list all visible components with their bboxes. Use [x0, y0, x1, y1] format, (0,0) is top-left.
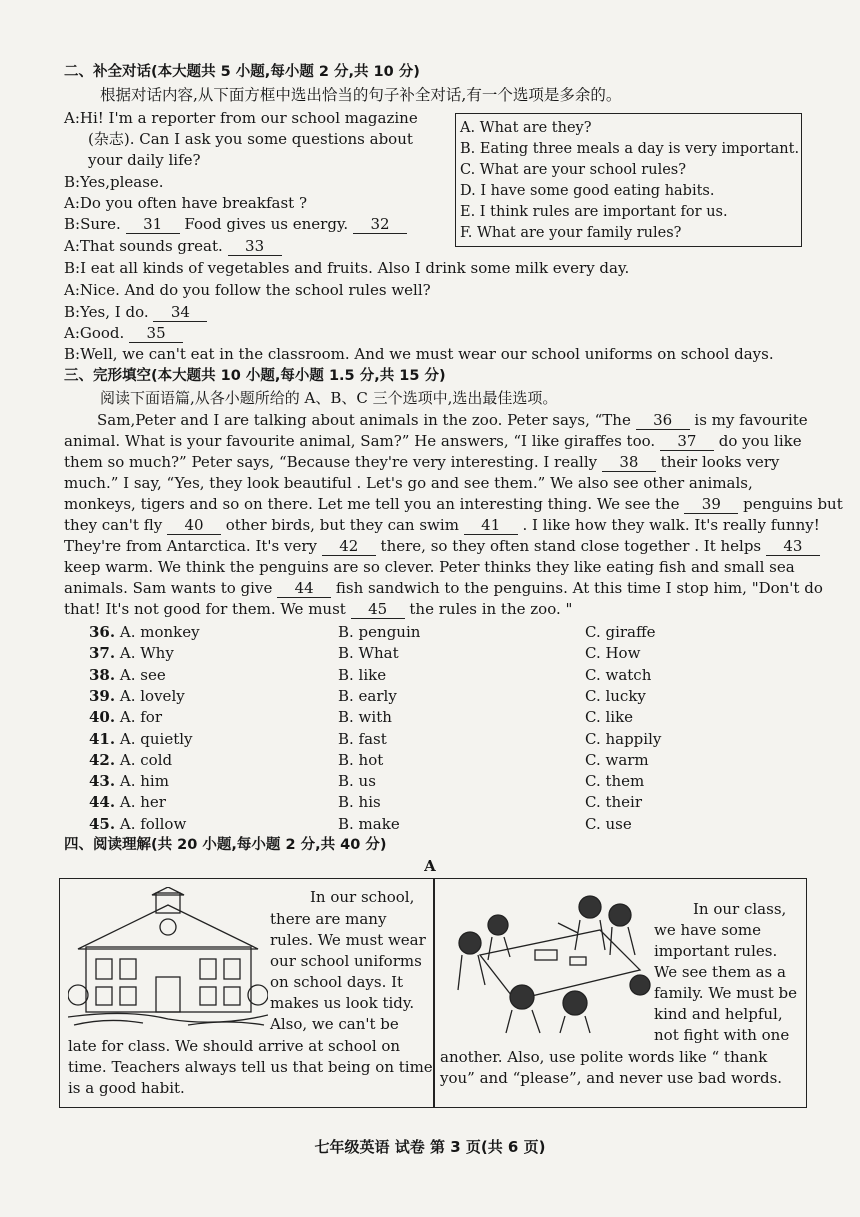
blank-34[interactable]: 34: [153, 303, 207, 322]
question-number: 45.: [89, 815, 116, 833]
section2-instruction: 根据对话内容,从下面方框中选出恰当的句子补全对话,有一个选项是多余的。: [100, 86, 622, 104]
question-option-b[interactable]: B. us: [338, 772, 376, 790]
blank-39[interactable]: 39: [684, 495, 738, 514]
passage-line: animal. What is your favourite animal, Sam?” He answers, “I like giraffes too. 37 do you like: [64, 432, 802, 450]
option-a-text: A. lovely: [119, 687, 185, 705]
dialogue-line: A:That sounds great. 33: [64, 236, 282, 256]
option-a-text: A. monkey: [119, 623, 200, 641]
question-option-b[interactable]: B. penguin: [338, 623, 421, 641]
question-number: 41.: [89, 730, 116, 748]
blank-32[interactable]: 32: [353, 215, 407, 234]
question-option-c[interactable]: C. How: [585, 644, 641, 662]
question-option-c[interactable]: C. giraffe: [585, 623, 656, 641]
question-option-a[interactable]: [89, 707, 162, 727]
dialogue-line: A:Nice. And do you follow the school rules well?: [64, 281, 431, 299]
question-option-c[interactable]: C. their: [585, 793, 643, 811]
option-a-text: A. follow: [119, 815, 187, 833]
passage-line: Sam,Peter and I are talking about animals in the zoo. Peter says, “The 36 is my favourite: [97, 411, 808, 429]
question-option-a[interactable]: [89, 814, 186, 834]
dialogue-line: B:Yes, I do. 34: [64, 302, 207, 322]
question-option-a[interactable]: [89, 686, 185, 706]
reading-left-line: there are many: [270, 910, 387, 928]
question-option-b[interactable]: B. fast: [338, 730, 387, 748]
question-option-c[interactable]: C. them: [585, 772, 645, 790]
dialogue-line: A:Hi! I'm a reporter from our school magazine: [64, 109, 418, 127]
question-number: 40.: [89, 708, 116, 726]
blank-45[interactable]: 45: [351, 600, 405, 619]
section3-instruction: 阅读下面语篇,从各小题所给的 A、B、C 三个选项中,选出最佳选项。: [100, 389, 558, 407]
option-f: F. What are your family rules?: [460, 225, 682, 241]
option-b: B. Eating three meals a day is very important.: [460, 141, 800, 157]
question-option-b[interactable]: B. make: [338, 815, 400, 833]
question-option-a[interactable]: [89, 771, 169, 791]
question-option-b[interactable]: B. with: [338, 708, 392, 726]
blank-38[interactable]: 38: [602, 453, 656, 472]
question-number: 44.: [89, 793, 116, 811]
dialogue-line: (杂志). Can I ask you some questions about: [88, 130, 413, 148]
blank-42[interactable]: 42: [322, 537, 376, 556]
question-option-b[interactable]: B. What: [338, 644, 399, 662]
passage-label: A: [424, 857, 436, 875]
reading-right-line: you” and “please”, and never use bad words.: [440, 1069, 783, 1087]
question-option-a[interactable]: [89, 729, 193, 749]
dialogue-line: A:Good. 35: [64, 323, 183, 343]
dialogue-line: B:I eat all kinds of vegetables and fruits. Also I drink some milk every day.: [64, 259, 630, 277]
question-number: 43.: [89, 772, 116, 790]
passage-line: they can't fly 40 other birds, but they can swim 41 . I like how they walk. It's really funny!: [64, 516, 820, 534]
option-a-text: A. quietly: [119, 730, 193, 748]
question-number: 36.: [89, 623, 116, 641]
option-a: A. What are they?: [460, 120, 592, 136]
question-option-c[interactable]: C. happily: [585, 730, 662, 748]
reading-left-line: late for class. We should arrive at school on: [68, 1037, 401, 1055]
reading-left-line: In our school,: [310, 888, 415, 906]
option-e: E. I think rules are important for us.: [460, 204, 728, 220]
passage-line: monkeys, tigers and so on there. Let me tell you an interesting thing. We see the 39 penguins but: [64, 495, 843, 513]
question-option-a[interactable]: [89, 622, 200, 642]
question-number: 37.: [89, 644, 116, 662]
passage-line: animals. Sam wants to give 44 fish sandwich to the penguins. At this time I stop him, "Don't do: [64, 579, 823, 597]
option-a-text: A. him: [119, 772, 169, 790]
question-option-a[interactable]: [89, 750, 172, 770]
question-option-c[interactable]: C. like: [585, 708, 634, 726]
passage-line: that! It's not good for them. We must 45 the rules in the zoo. ": [64, 600, 573, 618]
school-building-icon: [68, 887, 268, 1029]
passage-line: They're from Antarctica. It's very 42 there, so they often stand close together . It helps 43: [64, 536, 820, 556]
question-option-a[interactable]: [89, 643, 174, 663]
question-option-a[interactable]: [89, 665, 166, 685]
reading-right-line: important rules.: [654, 942, 778, 960]
blank-35[interactable]: 35: [129, 324, 183, 343]
dialogue-line: B:Well, we can't eat in the classroom. And we must wear our school uniforms on school days.: [64, 345, 774, 363]
blank-31[interactable]: 31: [126, 215, 180, 234]
question-option-c[interactable]: C. lucky: [585, 687, 646, 705]
reading-left-line: is a good habit.: [68, 1079, 185, 1097]
blank-33[interactable]: 33: [228, 237, 282, 256]
blank-40[interactable]: 40: [167, 516, 221, 535]
page-footer: 七年级英语 试卷 第 3 页(共 6 页): [314, 1138, 546, 1156]
reading-right-line: another. Also, use polite words like “ thank: [440, 1048, 768, 1066]
question-option-b[interactable]: B. his: [338, 793, 381, 811]
dialogue-line: B:Yes,please.: [64, 173, 164, 191]
option-a-text: A. Why: [119, 644, 174, 662]
question-option-a[interactable]: [89, 792, 166, 812]
blank-37[interactable]: 37: [660, 432, 714, 451]
reading-left-line: our school uniforms: [270, 952, 422, 970]
reading-right-line: family. We must be: [654, 984, 798, 1002]
dialogue-line: A:Do you often have breakfast ?: [64, 194, 307, 212]
passage-line: them so much?” Peter says, “Because they're very interesting. I really 38 their looks very: [64, 453, 780, 471]
option-a-text: A. cold: [119, 751, 173, 769]
dialogue-line: B:Sure. 31 Food gives us energy. 32: [64, 214, 407, 234]
reading-right-line: we have some: [654, 921, 762, 939]
question-option-b[interactable]: B. hot: [338, 751, 384, 769]
blank-41[interactable]: 41: [464, 516, 518, 535]
question-number: 38.: [89, 666, 116, 684]
reading-left-line: time. Teachers always tell us that being on time: [68, 1058, 433, 1076]
question-option-c[interactable]: C. warm: [585, 751, 649, 769]
reading-left-line: rules. We must wear: [270, 931, 426, 949]
reading-left-line: on school days. It: [270, 973, 404, 991]
question-option-b[interactable]: B. early: [338, 687, 397, 705]
option-a-text: A. her: [119, 793, 166, 811]
option-c: C. What are your school rules?: [460, 162, 686, 178]
option-a-text: A. for: [119, 708, 163, 726]
passage-line: much.” I say, “Yes, they look beautiful . Let's go and see them.” We also see other animals,: [64, 474, 753, 492]
blank-43[interactable]: 43: [766, 537, 820, 556]
options-box: [455, 113, 802, 247]
question-option-c[interactable]: C. use: [585, 815, 632, 833]
reading-left-line: makes us look tidy.: [270, 994, 415, 1012]
section4-heading: 四、阅读理解(共 20 小题,每小题 2 分,共 40 分): [64, 837, 387, 853]
dialogue-line: your daily life?: [88, 151, 201, 169]
passage-line: keep warm. We think the penguins are so clever. Peter thinks they like eating fish and small sea: [64, 558, 795, 576]
reading-right-line: not fight with one: [654, 1026, 790, 1044]
question-number: 42.: [89, 751, 116, 769]
classroom-students-icon: [440, 885, 655, 1035]
question-option-b[interactable]: B. like: [338, 666, 387, 684]
reading-right-line: We see them as a: [654, 963, 786, 981]
question-number: 39.: [89, 687, 116, 705]
blank-36[interactable]: 36: [636, 411, 690, 430]
reading-left-line: Also, we can't be: [270, 1015, 399, 1033]
section2-heading: 二、补全对话(本大题共 5 小题,每小题 2 分,共 10 分): [64, 64, 420, 80]
option-a-text: A. see: [119, 666, 166, 684]
reading-divider: [433, 879, 435, 1107]
question-option-c[interactable]: C. watch: [585, 666, 652, 684]
section3-heading: 三、完形填空(本大题共 10 小题,每小题 1.5 分,共 15 分): [64, 368, 446, 384]
reading-right-line: kind and helpful,: [654, 1005, 783, 1023]
blank-44[interactable]: 44: [277, 579, 331, 598]
reading-box: [59, 878, 807, 1108]
option-d: D. I have some good eating habits.: [460, 183, 715, 199]
reading-right-line: In our class,: [693, 900, 787, 918]
